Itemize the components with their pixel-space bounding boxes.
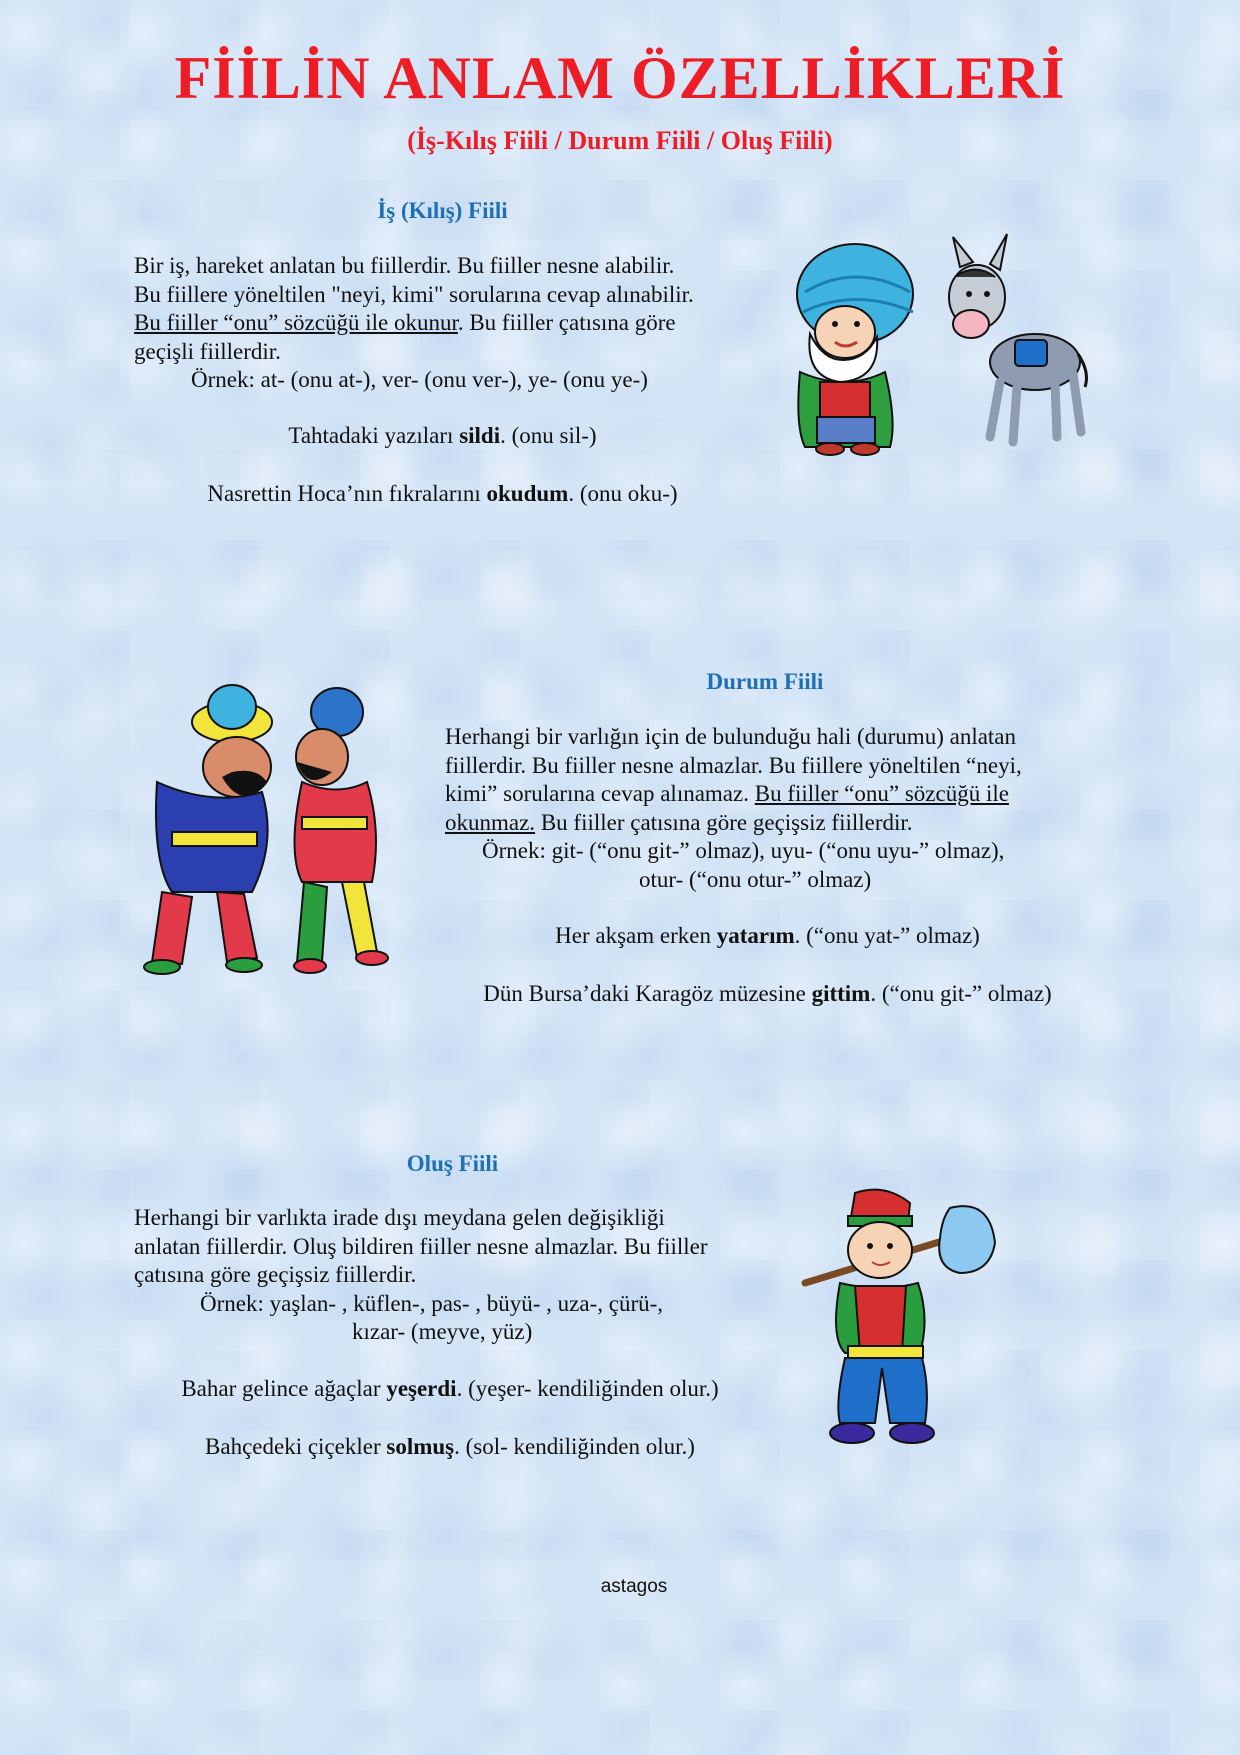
text-line: Herhangi bir varlıkta irade dışı meydana gelen değişikliği — [134, 1205, 665, 1230]
text-line: Bu fiillere yöneltilen "neyi, kimi" sorularına cevap alınabilir. — [134, 281, 694, 307]
text-line: Herhangi bir varlığın için de bulunduğu hali (durumu) anlatan — [445, 724, 1017, 749]
underlined-rule: okunmaz. — [445, 809, 536, 835]
section-heading-durum: Durum Fiili — [706, 669, 824, 694]
highlighted-verb: solmuş — [386, 1434, 455, 1459]
text-fragment: Nasrettin Hoca’nın fıkralarını — [207, 481, 487, 506]
section-text-olus — [134, 1204, 784, 1347]
text-line: Bir iş, hareket anlatan bu fiillerdir. Bu fiiller nesne alabilir. — [134, 253, 675, 278]
example-verbs-line: otur- (“onu otur-” olmaz) — [639, 866, 872, 892]
section-heading-olus: Oluş Fiili — [406, 1151, 499, 1176]
text-fragment: . Bu fiiller çatısına göre — [457, 310, 676, 335]
text-fragment: Her akşam erken — [555, 923, 717, 948]
nasreddin-hoca-and-donkey-illustration — [785, 242, 1090, 457]
text-fragment: . (onu sil-) — [500, 423, 597, 448]
text-fragment: . (yeşer- kendiliğinden olur.) — [456, 1376, 719, 1401]
text-line: geçişli fiillerdir. — [134, 338, 281, 364]
karagoz-and-hacivat-illustration — [132, 682, 402, 982]
highlighted-verb: gittim — [811, 981, 871, 1006]
underlined-rule: Bu fiiller “onu” sözcüğü ile okunur — [134, 310, 458, 335]
text-fragment: . (“onu git-” olmaz) — [870, 981, 1052, 1006]
highlighted-verb: yatarım — [716, 923, 795, 948]
example-sentence — [445, 923, 1090, 949]
underlined-rule: Bu fiiller “onu” sözcüğü ile — [754, 781, 1009, 806]
footer-signature: astagos — [600, 1576, 668, 1597]
example-sentence — [140, 1434, 760, 1460]
text-fragment: . (onu oku-) — [568, 481, 678, 506]
example-verbs-line: kızar- (meyve, yüz) — [352, 1319, 533, 1344]
text-fragment: . (“onu yat-” olmaz) — [794, 923, 980, 948]
example-sentence — [445, 981, 1090, 1007]
text-fragment: Dün Bursa’daki Karagöz müzesine — [483, 981, 812, 1006]
boy-with-bundle-illustration — [800, 1188, 1005, 1450]
text-fragment: Bahçedeki çiçekler — [205, 1434, 387, 1459]
text-line: çatısına göre geçişsiz fiillerdir. — [134, 1262, 417, 1287]
text-line — [134, 309, 774, 338]
text-line: anlatan fiillerdir. Oluş bildiren fiiller nesne almazlar. Bu fiiller — [134, 1233, 708, 1259]
highlighted-verb: okudum — [486, 481, 569, 506]
text-line — [445, 780, 1085, 809]
example-sentence — [165, 423, 720, 449]
highlighted-verb: sildi — [459, 423, 501, 448]
text-fragment: Bu fiiller çatısına göre geçişsiz fiillerdir. — [535, 809, 913, 835]
text-fragment: Tahtadaki yazıları — [288, 423, 460, 448]
example-verbs-line: Örnek: at- (onu at-), ver- (onu ver-), ye- (onu ye-) — [191, 367, 648, 392]
example-verbs-line: Örnek: git- (“onu git-” olmaz), uyu- (“onu uyu-” olmaz), — [482, 838, 1005, 863]
section-heading-is-kilis: İş (Kılış) Fiili — [377, 198, 508, 223]
section-text-is-kilis — [134, 252, 774, 395]
example-sentence — [165, 481, 720, 507]
example-verbs-line: Örnek: yaşlan- , küflen-, pas- , büyü- , uza-, çürü-, — [200, 1290, 664, 1316]
example-sentence — [140, 1376, 760, 1402]
text-line — [445, 809, 1085, 838]
text-fragment: Bahar gelince ağaçlar — [181, 1376, 387, 1401]
page-title: FİİLİN ANLAM ÖZELLİKLERİ — [174, 45, 1066, 111]
text-line: fiillerdir. Bu fiiller nesne almazlar. Bu fiillere yöneltilen “neyi, — [445, 752, 1022, 778]
page-subtitle: (İş-Kılış Fiili / Durum Fiili / Oluş Fiili) — [407, 126, 833, 155]
section-text-durum — [445, 723, 1085, 894]
highlighted-verb: yeşerdi — [386, 1376, 457, 1401]
text-fragment: . (sol- kendiliğinden olur.) — [454, 1434, 695, 1459]
text-fragment: kimi” sorularına cevap alınamaz. — [445, 781, 755, 806]
